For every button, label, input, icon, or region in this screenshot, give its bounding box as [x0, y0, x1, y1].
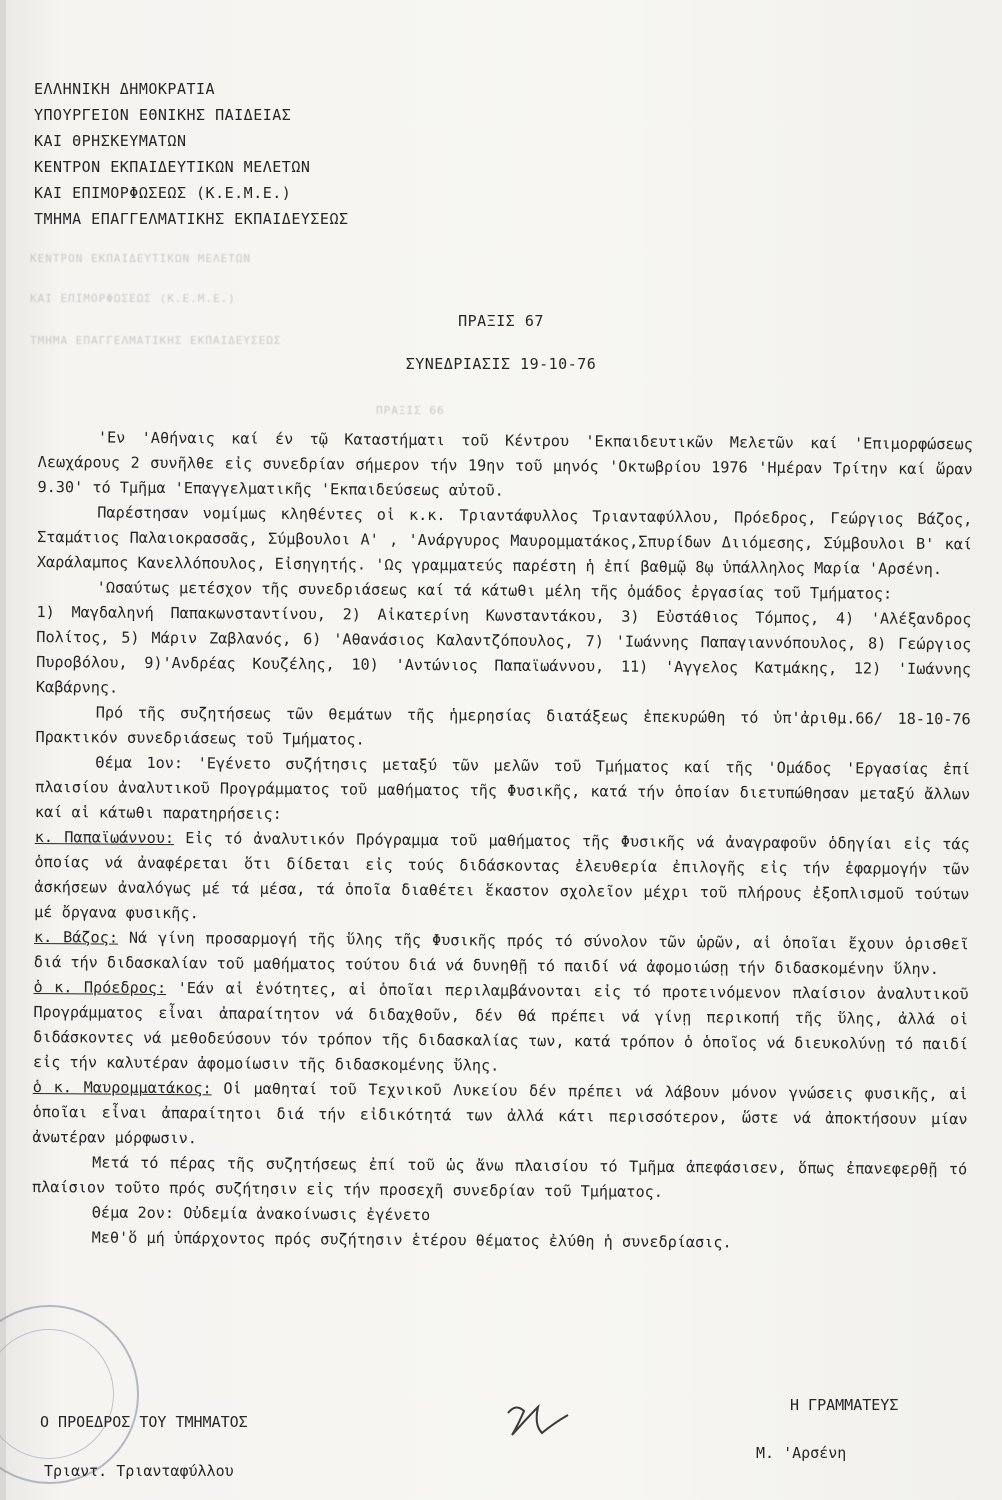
minutes-body: [32, 425, 973, 1257]
paragraph: Παρέστησαν νομίμως κληθέντες οἱ κ.κ. Τριαντάφυλλος Τριανταφύλλου, Πρόεδρος, Γεώργιος Βάζος, Σταμάτιος Παλαιοκρασσᾶς, Σύμβουλοι Α' , 'Ανάργυρος Μαυρομματάκος,Σπυρίδων Διιόμεσης, Σύμβουλοι Β' καί Χαράλαμπος Κανελλόπουλος, Εἰσηγητής. 'Ως γραμματεύς παρέστη ἡ ἐπί βαθμῷ 8ῳ ὑπάλληλος Μαρία 'Αρσένη.: [36, 503, 973, 579]
ghost-text-line: ΚΕΝΤΡΟΝ ΕΚΠΑΙΔΕΥΤΙΚΩΝ ΜΕΛΕΤΩΝ: [30, 252, 252, 265]
official-seal-stamp: [0, 1305, 139, 1484]
remark-text: Νά γίνη προσαρμογή τῆς ὕλης τῆς Φυσικῆς πρός τό σύνολον τῶν ὡρῶν, αἱ ὁποῖαι ἔχουν ὁρισθεῖ διά τήν διδασκαλίαν τοῦ μαθήματος τούτου διά νά δυνηθῇ τό παιδί νά ἀφομοιώσῃ τήν διδασκομένην ὕλην.: [33, 928, 970, 979]
paragraph: Μεθ'ὅ μή ὑπάρχοντος πρός συζήτησιν ἑτέρου θέματος ἐλύθη ἡ συνεδρίασις.: [91, 1228, 732, 1252]
ghost-text-line: ΚΑΙ ΕΠΙΜΟΡΦΩΣΕΩΣ (Κ.Ε.Μ.Ε.): [30, 292, 236, 305]
secretary-name: Μ. 'Αρσένη: [756, 1444, 847, 1462]
paragraph: 'Εν 'Αθήναις καί έν τῷ Καταστήματι τοῦ Κέντρου 'Εκπαιδευτικῶν Μελετῶν καί 'Επιμορφώσεως Λεωχάρους 2 συνῆλθε εἰς συνεδρίαν σήμερον τήν 19ην τοῦ μηνός 'Οκτωβρίου 1976 'Ημέραν Τρίτην καί ὥραν 9.30' τό Τμῆμα 'Επαγγελματικῆς 'Εκπαιδεύσεως αὐτοῦ.: [37, 428, 973, 500]
ghost-text-line: ΠΡΑΞΙΣ 66: [376, 404, 445, 417]
letterhead-line: ΤΜΗΜΑ ΕΠΑΓΓΕΛΜΑΤΙΚΗΣ ΕΚΠΑΙΔΕΥΣΕΩΣ: [34, 210, 349, 228]
remark-paragraph: [34, 825, 970, 932]
letterhead-line: ΚΕΝΤΡΟΝ ΕΚΠΑΙΔΕΥΤΙΚΩΝ ΜΕΛΕΤΩΝ: [34, 158, 311, 176]
remark-paragraph: [33, 975, 969, 1082]
remark-paragraph: [32, 1075, 968, 1157]
letterhead-line: ΚΑΙ ΕΠΙΜΟΡΦΩΣΕΩΣ (Κ.Ε.Μ.Ε.): [34, 184, 292, 202]
speaker-label: ὁ κ. Πρόεδρος:: [33, 977, 167, 998]
handwritten-signature: [498, 1395, 588, 1445]
secretary-signature-title: Η ΓΡΑΜΜΑΤΕΥΣ: [790, 1396, 899, 1414]
letterhead-line: ΥΠΟΥΡΓΕΙΟΝ ΕΘΝΙΚΗΣ ΠΑΙΔΕΙΑΣ: [34, 106, 292, 124]
speaker-label: κ. Βάζος:: [33, 927, 119, 947]
letterhead: [34, 76, 349, 232]
remark-text: Εἰς τό ἀναλυτικόν Πρόγραμμα τοῦ μαθήματος τῆς Φυσικῆς νά ἀναγραφοῦν ὁδηγίαι εἰς τάς ὁποίας νά ἀναφέρεται ὅτι δίδεται εἰς τούς διδάσκοντας ἐλευθερία ἐπιλογῆς εἰς τήν ἐφαρμογήν τῶν ἀσκήσεων ἀναλόγως μέ τά μέσα, τά ὁποῖα διαθέτει ἕκαστον σχολεῖον μέχρι τοῦ πλήρους ἐξοπλισμοῦ τούτων μέ ὄργανα φυσικῆς.: [34, 829, 970, 923]
letterhead-line: ΕΛΛΗΝΙΚΗ ΔΗΜΟΚΡΑΤΙΑ: [34, 80, 216, 98]
page-edge-shadow: [0, 0, 6, 1500]
paragraph: Θέμα 1ον: 'Εγένετο συζήτησις μεταξύ τῶν μελῶν τοῦ Τμήματος καί τῆς 'Ομάδος 'Εργασίας ἐπί πλαισίου ἀναλυτικοῦ Προγράμματος τοῦ μαθήματος τῆς Φυσικῆς, κατά τήν ὁποίαν διετυπώθησαν μεταξύ ἄλλων καί αἱ κάτωθι παρατηρήσεις:: [34, 753, 971, 823]
paragraph: Μετά τό πέρας τῆς συζητήσεως ἐπί τοῦ ὡς ἄνω πλαισίου τό Τμῆμα ἀπεφάσισεν, ὅπως ἐπανεφερθῇ τό πλαίσιον τοῦτο πρός συζήτησιν εἰς τήν προσεχῆ συνεδρίαν τοῦ Τμήματος.: [31, 1153, 968, 1201]
remark-text: Οἱ μαθηταί τοῦ Τεχνικοῦ Λυκείου δέν πρέπει νά λάβουν μόνον γνώσεις φυσικῆς, αἱ ὁποῖαι εἶναι ἀπαραίτητοι διά τήν εἰδικότητά των ἀλλά κάτι περισσότερον, ὥστε νά ἀποκτήσουν μίαν ἀνωτέραν μόρφωσιν.: [32, 1079, 968, 1148]
president-signature-title: Ο ΠΡΟΕΔΡΟΣ ΤΟΥ ΤΜΗΜΑΤΟΣ: [40, 1413, 248, 1431]
members-list: 1) Μαγδαληνή Παπακωνσταντίνου, 2) Αἰκατερίνη Κωνσταντάκου, 3) Εὐστάθιος Τόμπος, 4) 'Αλέξανδρος Πολίτος, 5) Μάριν Ζαβλανός, 6) 'Αθανάσιος Καλαντζόπουλος, 7) 'Ιωάννης Παπαγιαννόπουλος, 8) Γεώργιος Πυροβόλου, 9)'Ανδρέας Κουζέλης, 10) 'Αντώνιος Παπαϊωάννου, 11) 'Αγγελος Κατμάκης, 12) 'Ιωάννης Καβάρνης.: [35, 602, 972, 697]
paragraph: Θέμα 2ον: Οὐδεμία ἀνακοίνωσις ἐγένετο: [91, 1203, 431, 1225]
document-title: ΠΡΑΞΙΣ 67: [458, 312, 544, 330]
president-name: Τριαντ. Τριανταφύλλου: [44, 1462, 234, 1480]
ghost-text-line: ΤΜΗΜΑ ΕΠΑΓΓΕΛΜΑΤΙΚΗΣ ΕΚΠΑΙΔΕΥΣΕΩΣ: [30, 334, 282, 347]
remark-paragraph: [34, 925, 969, 982]
speaker-label: ὁ κ. Μαυρομματάκος:: [32, 1077, 212, 1098]
session-date: ΣΥΝΕΔΡΙΑΣΙΣ 19-10-76: [405, 355, 597, 373]
paragraph: Πρό τῆς συζητήσεως τῶν θεμάτων τῆς ἡμερησίας διατάξεως ἐπεκυρώθη τό ὑπ'ἀριθμ.66/ 18-10-76 Πρακτικόν συνεδριάσεως τοῦ Τμήματος.: [35, 703, 971, 749]
seal-inner-ring: [0, 1329, 114, 1459]
paragraph: 'Ωσαύτως μετέσχον τῆς συνεδριάσεως καί τά κάτωθι μέλη τῆς ὁμάδος ἐργασίας τοῦ Τμήματος:: [96, 578, 893, 603]
letterhead-line: ΚΑΙ ΘΡΗΣΚΕΥΜΑΤΩΝ: [34, 132, 187, 150]
remark-text: 'Εάν αἱ ἑνότητες, αἱ ὁποῖαι περιλαμβάνονται εἰς τό προτεινόμενον πλαίσιον ἀναλυτικοῦ Προγράμματος εἶναι ἀπαραίτητον νά διδαχθοῦν, δέν θά πρέπει νά γίνῃ περικοπή τῆς ὕλης, ἀλλά οἱ διδάσκοντες νά μεθοδεύσουν τόν τρόπον τῆς διδασκαλίας των, κατά τρόπον ὁ ὁποῖος νά διευκολύνῃ τό παιδί εἰς τήν καλυτέραν ἀφομοίωσιν τῆς διδασκομένης ὕλης.: [32, 979, 969, 1075]
speaker-label: κ. Παπαϊωάννου:: [34, 827, 175, 848]
